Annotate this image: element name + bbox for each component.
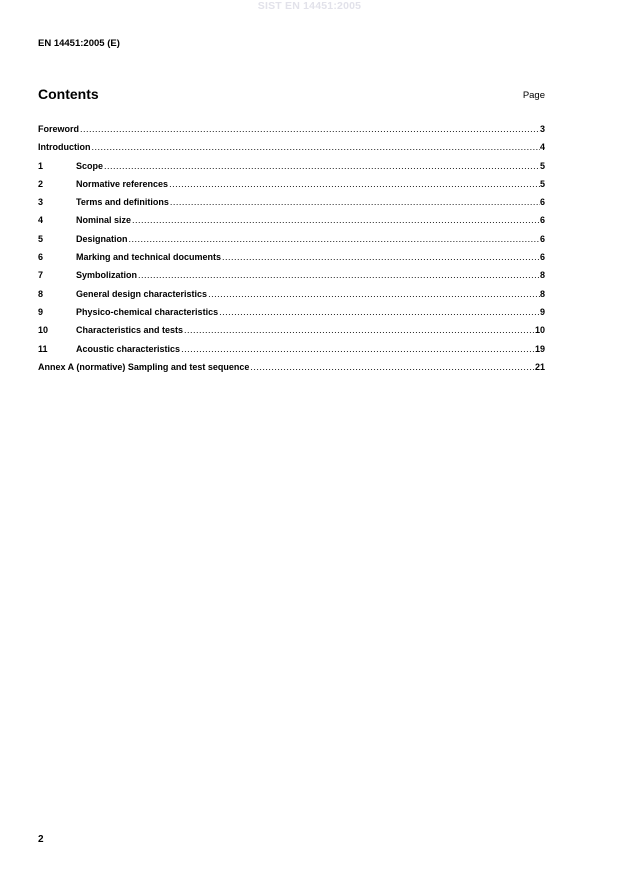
toc-entry-title: Designation xyxy=(76,233,128,244)
toc-entry-page: 8 xyxy=(539,270,545,281)
toc-entry-page: 5 xyxy=(539,178,545,189)
toc-leader-dots xyxy=(104,161,540,171)
toc-leader-dots xyxy=(92,142,540,152)
toc-entry-symbolization[interactable] xyxy=(38,270,545,288)
toc-entry-title: Normative references xyxy=(76,178,169,189)
toc-entry-foreword[interactable] xyxy=(38,124,545,142)
toc-entry-number: 2 xyxy=(38,178,44,189)
toc-entry-number: 10 xyxy=(38,325,49,336)
toc-entry-title: Scope xyxy=(76,160,104,171)
toc-entry-page: 8 xyxy=(539,288,545,299)
toc-entry-title: Characteristics and tests xyxy=(76,325,184,336)
toc-entry-page: 21 xyxy=(534,361,545,372)
toc-entry-marking-and-technical-documents[interactable] xyxy=(38,252,545,270)
table-of-contents xyxy=(38,124,545,380)
toc-entry-designation[interactable] xyxy=(38,234,545,252)
toc-entry-normative-references[interactable] xyxy=(38,179,545,197)
toc-entry-title: Physico-chemical characteristics xyxy=(76,306,219,317)
toc-leader-dots xyxy=(132,215,540,225)
toc-entry-title: Annex A (normative) Sampling and test sequence xyxy=(38,361,250,372)
toc-leader-dots xyxy=(170,197,540,207)
toc-entry-introduction[interactable] xyxy=(38,142,545,160)
toc-entry-number: 1 xyxy=(38,160,44,171)
toc-entry-annex-a[interactable] xyxy=(38,362,545,380)
contents-heading: Contents xyxy=(38,86,99,102)
toc-entry-page: 6 xyxy=(539,233,545,244)
toc-leader-dots xyxy=(184,325,535,335)
toc-entry-number: 7 xyxy=(38,270,44,281)
toc-entry-page: 9 xyxy=(539,306,545,317)
toc-entry-scope[interactable] xyxy=(38,161,545,179)
toc-entry-title: Introduction xyxy=(38,142,91,153)
toc-leader-dots xyxy=(208,289,540,299)
toc-leader-dots xyxy=(181,344,535,354)
toc-entry-page: 6 xyxy=(539,197,545,208)
toc-entry-page: 3 xyxy=(539,124,545,134)
toc-entry-physico-chemical-characteristics[interactable] xyxy=(38,307,545,325)
page-column-label: Page xyxy=(522,90,545,101)
document-reference: EN 14451:2005 (E) xyxy=(38,38,120,49)
toc-entry-title: Foreword xyxy=(38,124,80,134)
toc-entry-title: Acoustic characteristics xyxy=(76,343,181,354)
toc-leader-dots xyxy=(250,362,535,372)
toc-entry-page: 5 xyxy=(539,160,545,171)
toc-entry-title: Nominal size xyxy=(76,215,132,226)
toc-entry-page: 19 xyxy=(534,343,545,354)
toc-entry-characteristics-and-tests[interactable] xyxy=(38,325,545,343)
toc-leader-dots xyxy=(129,234,540,244)
toc-leader-dots xyxy=(80,124,540,134)
toc-entry-nominal-size[interactable] xyxy=(38,215,545,233)
toc-leader-dots xyxy=(169,179,540,189)
toc-entry-number: 9 xyxy=(38,306,44,317)
toc-entry-title: Terms and definitions xyxy=(76,197,169,208)
toc-leader-dots xyxy=(222,252,540,262)
page-number: 2 xyxy=(38,834,44,845)
toc-entry-page: 4 xyxy=(539,142,545,153)
toc-entry-general-design-characteristics[interactable] xyxy=(38,289,545,307)
toc-leader-dots xyxy=(219,307,540,317)
toc-entry-page: 6 xyxy=(539,215,545,226)
toc-entry-page: 6 xyxy=(539,252,545,263)
toc-entry-number: 6 xyxy=(38,252,44,263)
toc-entry-acoustic-characteristics[interactable] xyxy=(38,344,545,362)
toc-entry-title: Symbolization xyxy=(76,270,138,281)
toc-entry-number: 11 xyxy=(38,343,48,354)
watermark-text: SIST EN 14451:2005 xyxy=(257,0,362,12)
toc-entry-number: 8 xyxy=(38,288,44,299)
toc-leader-dots xyxy=(138,270,540,280)
toc-entry-number: 5 xyxy=(38,233,44,244)
toc-entry-terms-and-definitions[interactable] xyxy=(38,197,545,215)
toc-entry-title: Marking and technical documents xyxy=(76,252,222,263)
toc-entry-number: 3 xyxy=(38,197,44,208)
toc-entry-page: 10 xyxy=(534,325,545,336)
toc-entry-number: 4 xyxy=(38,215,44,226)
toc-entry-title: General design characteristics xyxy=(76,288,208,299)
